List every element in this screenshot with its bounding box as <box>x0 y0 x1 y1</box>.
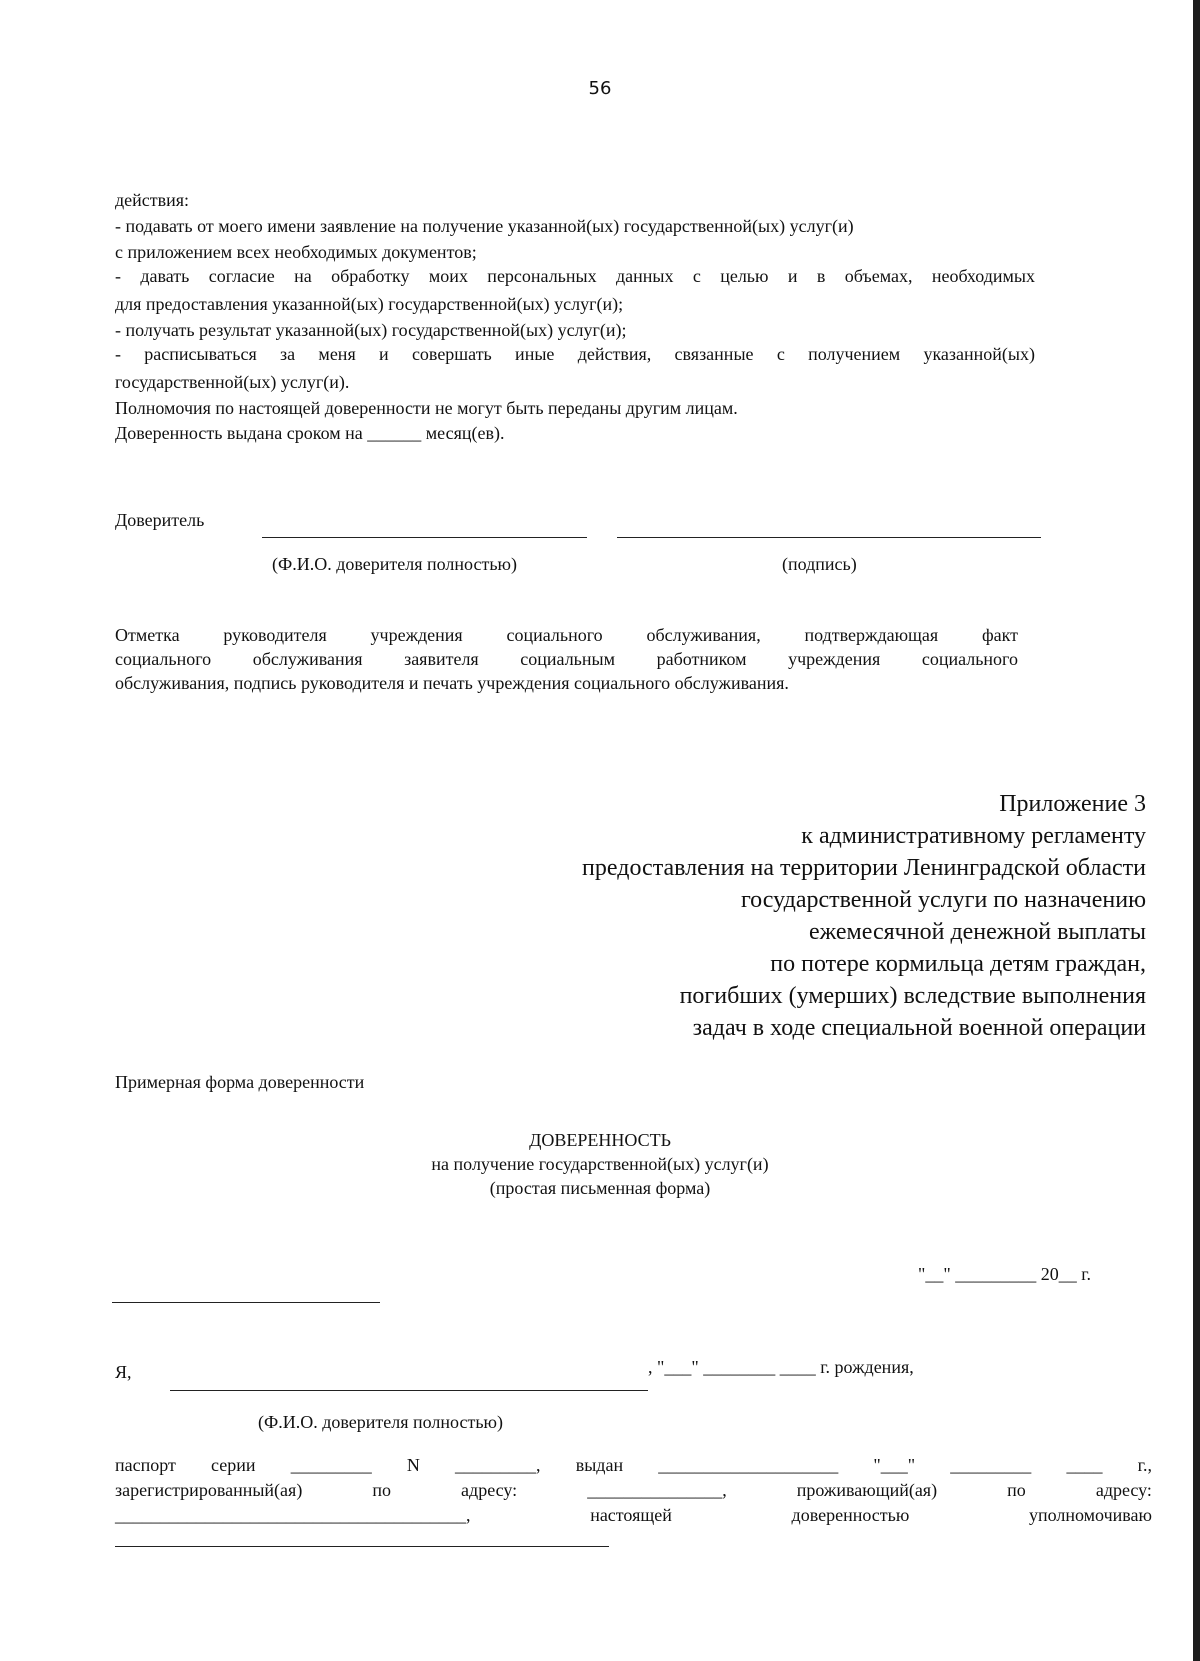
passport-blank: _________ <box>290 1455 372 1475</box>
appendix-title: Приложение 3 <box>999 791 1146 817</box>
form-fio-caption: (Ф.И.О. доверителя полностью) <box>258 1412 503 1432</box>
blank-line <box>115 1546 609 1547</box>
reg-word: адресу: <box>461 1480 518 1500</box>
passport-word: паспорт <box>115 1455 176 1475</box>
text-line: - давать согласие на обработку моих персональных данных с целью и в объемах, необходимых <box>115 266 1035 286</box>
blank-line <box>112 1302 380 1303</box>
passport-blank: ____ <box>1066 1455 1103 1475</box>
fio-caption: (Ф.И.О. доверителя полностью) <box>272 554 517 574</box>
text-line: для предоставления указанной(ых) государственной(ых) услуг(и); <box>115 294 624 314</box>
passport-blank: "___" <box>873 1455 916 1475</box>
fio-line <box>170 1390 648 1391</box>
text-line: действия: <box>115 190 190 210</box>
doc-subtitle: на получение государственной(ых) услуг(и) <box>431 1154 769 1174</box>
reg-word: адресу: <box>1095 1480 1152 1500</box>
auth-word: доверенностью <box>791 1505 910 1525</box>
appendix-line: к административному регламенту <box>801 823 1146 849</box>
doc-form: (простая письменная форма) <box>489 1178 711 1198</box>
passport-blank: _________ <box>950 1455 1032 1475</box>
appendix-line: ежемесячной денежной выплаты <box>808 919 1146 945</box>
ya-label: Я, <box>115 1362 132 1382</box>
text-line: Доверенность выдана сроком на ______ месяц(ев). <box>115 423 505 443</box>
auth-word: настоящей <box>590 1505 672 1525</box>
signature-line <box>617 537 1041 538</box>
auth-word: уполномочиваю <box>1029 1505 1152 1525</box>
passport-blank: _________, <box>455 1455 541 1475</box>
reg-word: по <box>372 1480 391 1500</box>
auth-blank: _______________________________________, <box>115 1505 471 1525</box>
passport-word: N <box>406 1455 420 1475</box>
registration-row <box>115 1478 1152 1503</box>
reg-word: проживающий(ая) <box>796 1480 938 1500</box>
appendix-line: предоставления на территории Ленинградской области <box>582 855 1146 881</box>
appendix-line: государственной услуги по назначению <box>740 887 1146 913</box>
birth-text: , "___" ________ ____ г. рождения, <box>648 1357 914 1377</box>
text-line: государственной(ых) услуг(и). <box>115 372 350 392</box>
note-line: Отметка руководителя учреждения социального обслуживания, подтверждающая факт <box>115 625 1018 645</box>
note-line: обслуживания, подпись руководителя и печать учреждения социального обслуживания. <box>115 673 789 693</box>
doc-title: ДОВЕРЕННОСТЬ <box>529 1130 671 1150</box>
signature-caption: (подпись) <box>782 554 857 574</box>
text-line: с приложением всех необходимых документов; <box>115 242 477 262</box>
note-line: социального обслуживания заявителя социальным работником учреждения социального <box>115 649 1018 669</box>
passport-word: выдан <box>575 1455 624 1475</box>
text-line: - расписываться за меня и совершать иные действия, связанные с получением указанной(ых) <box>115 344 1035 364</box>
text-line: - получать результат указанной(ых) государственной(ых) услуг(и); <box>115 320 627 340</box>
appendix-line: по потере кормильца детям граждан, <box>770 951 1146 977</box>
passport-word: г., <box>1137 1455 1152 1475</box>
text-line: - подавать от моего имени заявление на получение указанной(ых) государственной(ых) услуг(и) <box>115 216 854 236</box>
authorize-row <box>115 1503 1152 1528</box>
page-number: 56 <box>588 78 612 99</box>
passport-word: серии <box>211 1455 256 1475</box>
form-label: Примерная форма доверенности <box>115 1072 365 1092</box>
appendix-line: задач в ходе специальной военной операции <box>692 1015 1146 1041</box>
passport-blank: ____________________ <box>658 1455 839 1475</box>
passport-row <box>115 1453 1152 1478</box>
appendix-line: погибших (умерших) вследствие выполнения <box>679 983 1146 1009</box>
text-line: Полномочия по настоящей доверенности не могут быть переданы другим лицам. <box>115 398 738 418</box>
reg-word: зарегистрированный(ая) <box>115 1480 303 1500</box>
reg-word: по <box>1007 1480 1026 1500</box>
reg-blank: _______________, <box>587 1480 727 1500</box>
scan-edge <box>1193 0 1200 1661</box>
fio-signature-line <box>262 537 587 538</box>
signature-label: Доверитель <box>115 510 205 530</box>
date-line: "__" _________ 20__ г. <box>918 1264 1092 1284</box>
